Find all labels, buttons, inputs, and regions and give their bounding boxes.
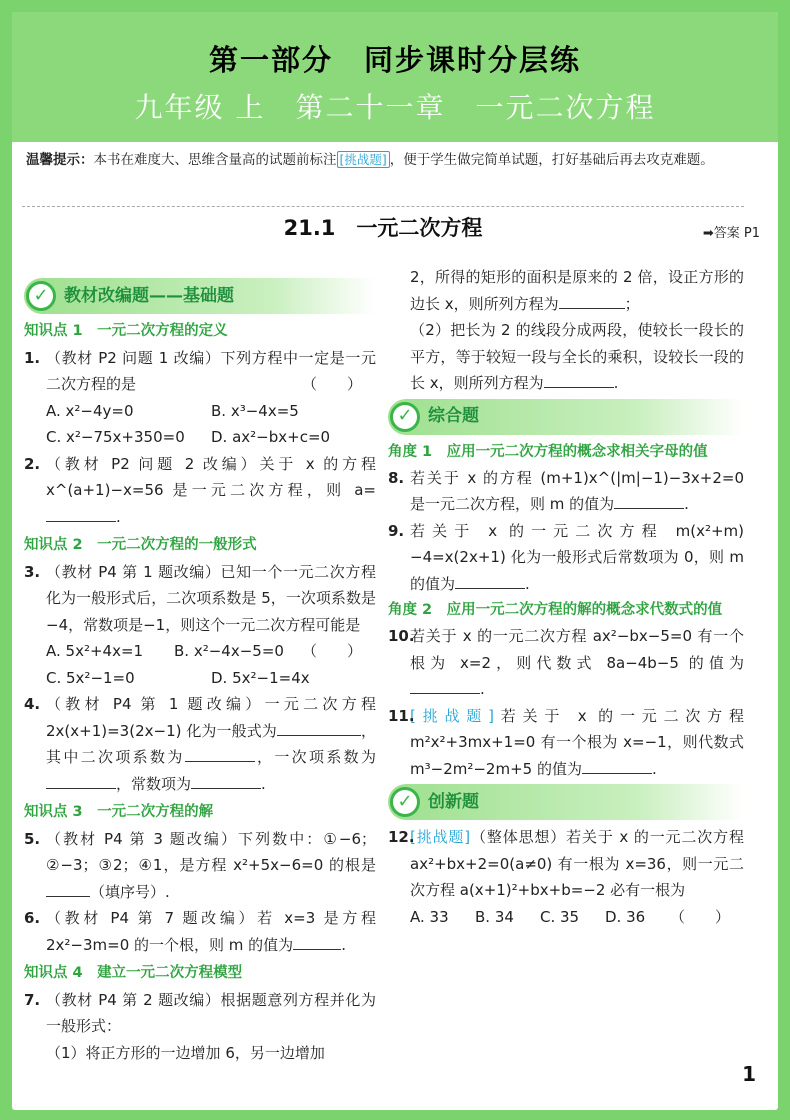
question-number: 6. — [24, 909, 41, 927]
question-tail: . — [341, 935, 346, 954]
option-a: A. x²−4y=0 — [46, 401, 134, 420]
question-9 — [388, 518, 744, 598]
answer-blank — [614, 491, 684, 509]
section-title: 21.1 一元二次方程 — [283, 216, 483, 240]
question-4 — [24, 691, 376, 797]
question-number: 9. — [388, 521, 405, 540]
tip-text-1: 本书在难度大、思维含量高的试题前标注 — [93, 152, 337, 168]
question-text: （教材 P4 第 7 题改编）若 x=3 是方程 2x²−3m=0 的一个根，则 m 的值为 — [46, 909, 376, 954]
question-tail: . — [261, 774, 266, 793]
question-tail: . — [525, 574, 530, 593]
question-text: 若关于 x 的一元二次方程 ax²−bx−5=0 有一个根为 x=2，则代数式 8a−4b−5 的值为 — [410, 627, 744, 672]
answer-blank — [410, 676, 480, 694]
question-number: 11. — [388, 706, 415, 725]
question-number: 4. — [24, 695, 41, 713]
question-text: 若关于 x 的方程 (m+1)x^(|m|−1)−3x+2=0 是一元二次方程，则 m 的值为 — [410, 468, 744, 513]
answer-blank — [293, 932, 341, 950]
check-icon: ✓ — [26, 281, 56, 311]
question-number: 10. — [388, 627, 415, 645]
question-7-continued — [388, 264, 744, 317]
question-7 — [24, 987, 376, 1040]
answer-blank — [582, 756, 652, 774]
question-7-sub2 — [388, 317, 744, 397]
question-text: （2）把长为 2 的线段分成两段，使较长一段长的平方，等于较短一段与全长的乘积，设较长一段的长 x，则所列方程为 — [410, 321, 744, 392]
question-11 — [388, 703, 744, 783]
question-2 — [24, 451, 376, 531]
options-row — [24, 398, 376, 425]
left-column — [24, 276, 376, 1066]
options-row — [24, 665, 376, 692]
angle-2: 角度 2 应用一元二次方程的解的概念求代数式的值 — [388, 602, 723, 618]
question-sub-text: （1）将正方形的一边增加 6，另一边增加 — [46, 1043, 325, 1062]
question-number: 7. — [24, 990, 41, 1009]
knowledge-point-2: 知识点 2 一元二次方程的一般形式 — [24, 537, 257, 553]
question-text: （教材 P4 第 1 题改编）已知一个一元二次方程化为一般形式后，二次项系数是 5，一次项系数是−4，常数项是−1，则这个一元二次方程可能是 — [46, 562, 376, 634]
question-text: （教材 P2 问题 2 改编）关于 x 的方程 x^(a+1)−x=56 是一元二次方程，则 a= — [46, 454, 376, 499]
knowledge-point-1: 知识点 1 一元二次方程的定义 — [24, 323, 228, 339]
right-column — [388, 264, 744, 930]
check-icon: ✓ — [390, 402, 420, 432]
answer-blank — [46, 504, 116, 522]
answer-blank — [544, 370, 614, 388]
knowledge-point-4: 知识点 4 建立一元二次方程模型 — [24, 965, 243, 981]
options-row — [24, 638, 302, 665]
answer-blank — [46, 879, 90, 897]
question-text-3: ，一次项系数为 — [254, 748, 376, 766]
comprehensive-section-header — [388, 399, 744, 435]
answer-blank — [46, 771, 116, 789]
answer-paren: （ ） — [669, 907, 730, 926]
question-text: 2，所得的矩形的面积是原来的 2 倍，设正方形的边长 x，则所列方程为 — [410, 268, 744, 313]
option-d: D. 36 — [605, 907, 646, 926]
chapter-banner — [12, 12, 778, 142]
answer-reference: ➡答案 P1 — [702, 226, 760, 241]
option-c: C. 5x²−1=0 — [46, 668, 135, 687]
question-text: （教材 P4 第 2 题改编）根据题意列方程并化为一般形式： — [46, 990, 376, 1035]
challenge-badge: [挑战题] — [337, 151, 390, 168]
page-number: 1 — [742, 1062, 756, 1086]
basic-section-title: 教材改编题——基础题 — [64, 285, 234, 306]
answer-paren: （ ） — [301, 642, 362, 660]
question-6 — [24, 905, 376, 958]
question-1 — [24, 345, 376, 398]
challenge-badge: [挑战题] — [410, 828, 471, 846]
answer-blank — [191, 771, 261, 789]
innovation-section-header — [388, 784, 744, 820]
question-7-sub1 — [24, 1040, 376, 1067]
question-number: 5. — [24, 829, 41, 848]
question-text: 若关于 x 的一元二次方程 m²x²+3mx+1=0 有一个根为 x=−1，则代数式 m³−2m²−2m+5 的值为 — [410, 706, 744, 778]
options-row — [24, 424, 376, 451]
question-5 — [24, 826, 376, 906]
question-number: 12. — [388, 828, 415, 846]
question-8 — [388, 465, 744, 518]
chapter-title: 九年级 上 第二十一章 一元二次方程 — [134, 91, 656, 124]
question-tail: . — [651, 759, 657, 778]
check-icon: ✓ — [390, 787, 420, 817]
knowledge-point-3: 知识点 3 一元二次方程的解 — [24, 804, 214, 820]
question-number: 8. — [388, 468, 405, 487]
option-d: D. ax²−bx+c=0 — [211, 428, 331, 446]
question-number: 1. — [24, 348, 41, 367]
option-c: C. 35 — [540, 907, 580, 926]
answer-blank — [185, 744, 255, 762]
options-row — [388, 904, 670, 931]
answer-blank — [455, 571, 525, 589]
part-title: 第一部分 同步课时分层练 — [208, 43, 581, 77]
comprehensive-section-title: 综合题 — [428, 406, 479, 427]
angle-1: 角度 1 应用一元二次方程的概念求相关字母的值 — [388, 443, 708, 460]
question-text: （教材 P4 第 3 题改编）下列数中：①−6；②−3；③2；④1，是方程 x²+5x−6=0 的根是 — [46, 829, 376, 874]
challenge-badge: [挑战题] — [410, 706, 494, 725]
question-text-2: ，其中二次项系数为 — [46, 721, 376, 766]
question-tail: . — [684, 495, 689, 513]
question-tail: . — [613, 374, 619, 392]
question-text-4: ，常数项为 — [116, 774, 192, 793]
question-text: （教材 P4 第 1 题改编）一元二次方程 2x(x+1)=3(2x−1) 化为一般式为 — [46, 695, 376, 740]
question-tail: . — [116, 507, 121, 526]
basic-section-header — [24, 278, 376, 314]
option-a: A. 5x²+4x=1 — [46, 642, 144, 660]
answer-blank — [277, 718, 361, 736]
question-text: （整体思想）若关于 x 的一元二次方程 ax²+bx+2=0(a≠0) 有一根为 x=36，则一元二次方程 a(x+1)²+bx+b=−2 必有一根为 — [410, 828, 744, 899]
divider — [22, 206, 744, 207]
question-10 — [388, 623, 744, 703]
option-b: B. 34 — [475, 907, 514, 926]
innovation-section-title: 创新题 — [428, 791, 479, 812]
question-tail: . — [480, 680, 485, 698]
reminder-tip — [26, 146, 746, 174]
option-b: B. x²−4x−5=0 — [174, 642, 284, 660]
answer-blank — [559, 291, 625, 309]
question-text: 若关于 x 的一元二次方程 m(x²+m)−4=x(2x+1) 化为一般形式后常数项为 0，则 m 的值为 — [410, 521, 744, 593]
tip-label: 温馨提示： — [26, 152, 94, 168]
question-number: 3. — [24, 562, 41, 581]
option-c: C. x²−75x+350=0 — [46, 428, 185, 446]
question-tail: （填序号）. — [90, 882, 170, 901]
option-a: A. 33 — [410, 907, 449, 926]
answer-paren: （ ） — [301, 375, 362, 393]
question-tail: ； — [624, 294, 640, 313]
option-d: D. 5x²−1=4x — [211, 668, 310, 687]
question-text: （教材 P2 问题 1 改编）下列方程中一定是一元二次方程的是 — [46, 348, 376, 393]
question-number: 2. — [24, 454, 41, 473]
option-b: B. x³−4x=5 — [211, 401, 299, 420]
tip-text-2: ，便于学生做完简单试题，打好基础后再去攻克难题。 — [389, 152, 714, 168]
